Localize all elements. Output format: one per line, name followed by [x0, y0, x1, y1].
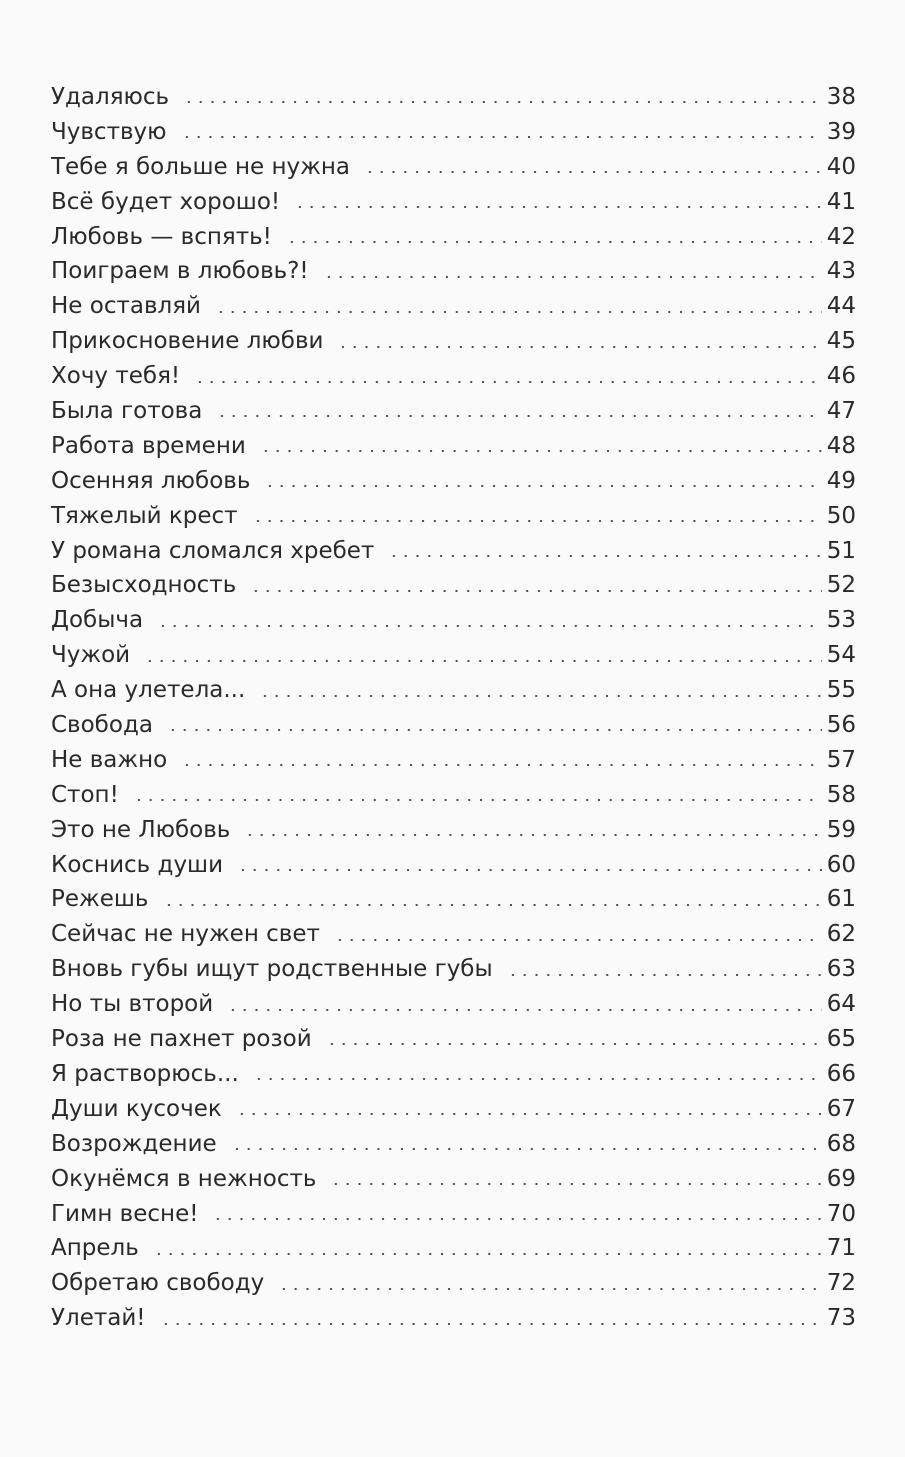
toc-entry: [51, 1301, 856, 1336]
toc-entry-title: Тебе я больше не нужна: [51, 153, 351, 180]
dot-leader: [244, 834, 822, 836]
toc-entry: [51, 1022, 856, 1057]
toc-entry-title: Роза не пахнет розой: [51, 1026, 312, 1053]
toc-entry-page-number: 62: [826, 921, 856, 948]
toc-entry-page-number: 60: [826, 851, 856, 878]
toc-entry-title: А она улетела...: [51, 677, 246, 704]
toc-entry-title: Стоп!: [51, 781, 119, 808]
dot-leader: [388, 555, 822, 557]
dot-leader: [236, 1113, 822, 1115]
dot-leader: [323, 276, 822, 278]
toc-entry: [51, 185, 856, 220]
toc-entry-title: Осенняя любовь: [51, 467, 251, 494]
dot-leader: [278, 1288, 822, 1290]
dot-leader: [264, 485, 822, 487]
toc-entry-page-number: 49: [826, 467, 856, 494]
dot-leader: [181, 136, 822, 138]
dot-leader: [286, 241, 822, 243]
dot-leader: [144, 660, 822, 662]
toc-entry-page-number: 40: [826, 153, 856, 180]
toc-entry-page-number: 68: [826, 1130, 856, 1157]
toc-entry-title: Апрель: [51, 1235, 139, 1262]
toc-entry-page-number: 44: [826, 293, 856, 320]
toc-entry: [51, 220, 856, 255]
toc-entry-title: Прикосновение любви: [51, 328, 324, 355]
toc-entry-page-number: 66: [826, 1060, 856, 1087]
toc-entry: [51, 1266, 856, 1301]
toc-entry: [51, 848, 856, 883]
dot-leader: [167, 729, 822, 731]
toc-entry-page-number: 56: [826, 712, 856, 739]
dot-leader: [259, 695, 822, 697]
toc-entry-title: Безысходность: [51, 572, 237, 599]
toc-entry: [51, 882, 856, 917]
toc-entry-page-number: 69: [826, 1165, 856, 1192]
dot-leader: [253, 1078, 822, 1080]
toc-entry: [51, 673, 856, 708]
toc-entry-page-number: 73: [826, 1305, 856, 1332]
dot-leader: [326, 1043, 822, 1045]
toc-entry: [51, 324, 856, 359]
toc-entry-title: Гимн весне!: [51, 1200, 199, 1227]
dot-leader: [194, 381, 822, 383]
toc-entry: [51, 359, 856, 394]
toc-entry-page-number: 65: [826, 1026, 856, 1053]
toc-entry-page-number: 38: [826, 84, 856, 110]
toc-entry: [51, 987, 856, 1022]
toc-entry-page-number: 39: [826, 118, 856, 145]
toc-entry-page-number: 67: [826, 1095, 856, 1122]
dot-leader: [250, 590, 822, 592]
toc-entry-title: У романа сломался хребет: [51, 537, 375, 564]
toc-entry-title: Чувствую: [51, 118, 167, 145]
toc-entry-title: Поиграем в любовь?!: [51, 258, 309, 285]
toc-entry: [51, 743, 856, 778]
toc-entry-title: Коснись души: [51, 851, 224, 878]
toc-entry: [51, 638, 856, 673]
dot-leader: [227, 1009, 822, 1011]
dot-leader: [231, 1148, 822, 1150]
toc-entry-title: Тяжелый крест: [51, 502, 238, 529]
toc-entry: [51, 534, 856, 569]
toc-entry-page-number: 71: [826, 1235, 856, 1262]
toc-entry: [51, 917, 856, 952]
toc-entry-title: Всё будет хорошо!: [51, 188, 281, 215]
table-of-contents: [51, 80, 856, 1336]
toc-entry-title: Вновь губы ищут родственные губы: [51, 956, 493, 983]
toc-entry: [51, 394, 856, 429]
toc-entry: [51, 429, 856, 464]
dot-leader: [153, 1253, 822, 1255]
toc-entry-title: Улетай!: [51, 1305, 146, 1332]
toc-entry-page-number: 52: [826, 572, 856, 599]
toc-entry-page-number: 46: [826, 363, 856, 390]
toc-entry: [51, 1162, 856, 1197]
dot-leader: [252, 520, 822, 522]
dot-leader: [294, 206, 822, 208]
toc-entry: [51, 464, 856, 499]
toc-entry: [51, 115, 856, 150]
toc-entry-title: Удаляюсь: [51, 84, 170, 110]
dot-leader: [133, 799, 822, 801]
toc-entry-page-number: 57: [826, 746, 856, 773]
toc-entry-page-number: 54: [826, 642, 856, 669]
toc-entry: [51, 1092, 856, 1127]
toc-entry-page-number: 48: [826, 432, 856, 459]
toc-entry-title: Чужой: [51, 642, 131, 669]
toc-entry-page-number: 72: [826, 1270, 856, 1297]
toc-entry-title: Не оставляй: [51, 293, 202, 320]
toc-entry: [51, 1057, 856, 1092]
dot-leader: [260, 450, 822, 452]
dot-leader: [212, 1218, 822, 1220]
dot-leader: [157, 625, 822, 627]
toc-entry-title: Окунёмся в нежность: [51, 1165, 317, 1192]
toc-entry-title: Свобода: [51, 712, 153, 739]
toc-entry-page-number: 55: [826, 677, 856, 704]
toc-entry-page-number: 53: [826, 607, 856, 634]
toc-entry-title: Хочу тебя!: [51, 363, 181, 390]
toc-entry-title: Я растворюсь...: [51, 1060, 239, 1087]
toc-entry: [51, 1127, 856, 1162]
toc-entry-title: Любовь — вспять!: [51, 223, 272, 250]
dot-leader: [163, 904, 823, 906]
toc-entry-title: Режешь: [51, 886, 149, 913]
toc-entry: [51, 150, 856, 185]
toc-entry-page-number: 64: [826, 991, 856, 1018]
toc-entry: [51, 499, 856, 534]
toc-entry: [51, 1197, 856, 1232]
toc-entry-page-number: 50: [826, 502, 856, 529]
toc-entry-page-number: 58: [826, 781, 856, 808]
toc-entry-page-number: 42: [826, 223, 856, 250]
dot-leader: [337, 346, 822, 348]
toc-entry-title: Не важно: [51, 746, 168, 773]
toc-entry-title: Работа времени: [51, 432, 246, 459]
toc-entry-page-number: 43: [826, 258, 856, 285]
toc-entry: [51, 778, 856, 813]
toc-entry-title: Сейчас не нужен свет: [51, 921, 320, 948]
toc-entry: [51, 813, 856, 848]
dot-leader: [183, 101, 822, 103]
toc-entry-page-number: 51: [826, 537, 856, 564]
toc-entry-title: Обретаю свободу: [51, 1270, 265, 1297]
dot-leader: [334, 939, 822, 941]
toc-entry-page-number: 70: [826, 1200, 856, 1227]
toc-entry-title: Возрождение: [51, 1130, 217, 1157]
toc-entry: [51, 80, 856, 115]
dot-leader: [507, 974, 822, 976]
toc-entry-page-number: 59: [826, 816, 856, 843]
dot-leader: [364, 171, 822, 173]
dot-leader: [160, 1323, 822, 1325]
toc-entry-title: Добыча: [51, 607, 144, 634]
toc-entry-page-number: 45: [826, 328, 856, 355]
toc-entry-title: Души кусочек: [51, 1095, 222, 1122]
toc-entry: [51, 254, 856, 289]
toc-entry: [51, 568, 856, 603]
toc-entry: [51, 289, 856, 324]
dot-leader: [181, 764, 822, 766]
dot-leader: [237, 869, 822, 871]
toc-entry-title: Это не Любовь: [51, 816, 231, 843]
toc-entry: [51, 708, 856, 743]
dot-leader: [330, 1183, 822, 1185]
toc-entry-title: Была готова: [51, 398, 203, 425]
toc-entry-page-number: 63: [826, 956, 856, 983]
toc-entry-page-number: 61: [826, 886, 856, 913]
toc-entry: [51, 603, 856, 638]
toc-entry-page-number: 41: [826, 188, 856, 215]
toc-entry-title: Но ты второй: [51, 991, 214, 1018]
dot-leader: [215, 311, 822, 313]
toc-entry: [51, 1231, 856, 1266]
toc-entry-page-number: 47: [826, 398, 856, 425]
dot-leader: [216, 415, 822, 417]
toc-entry: [51, 952, 856, 987]
